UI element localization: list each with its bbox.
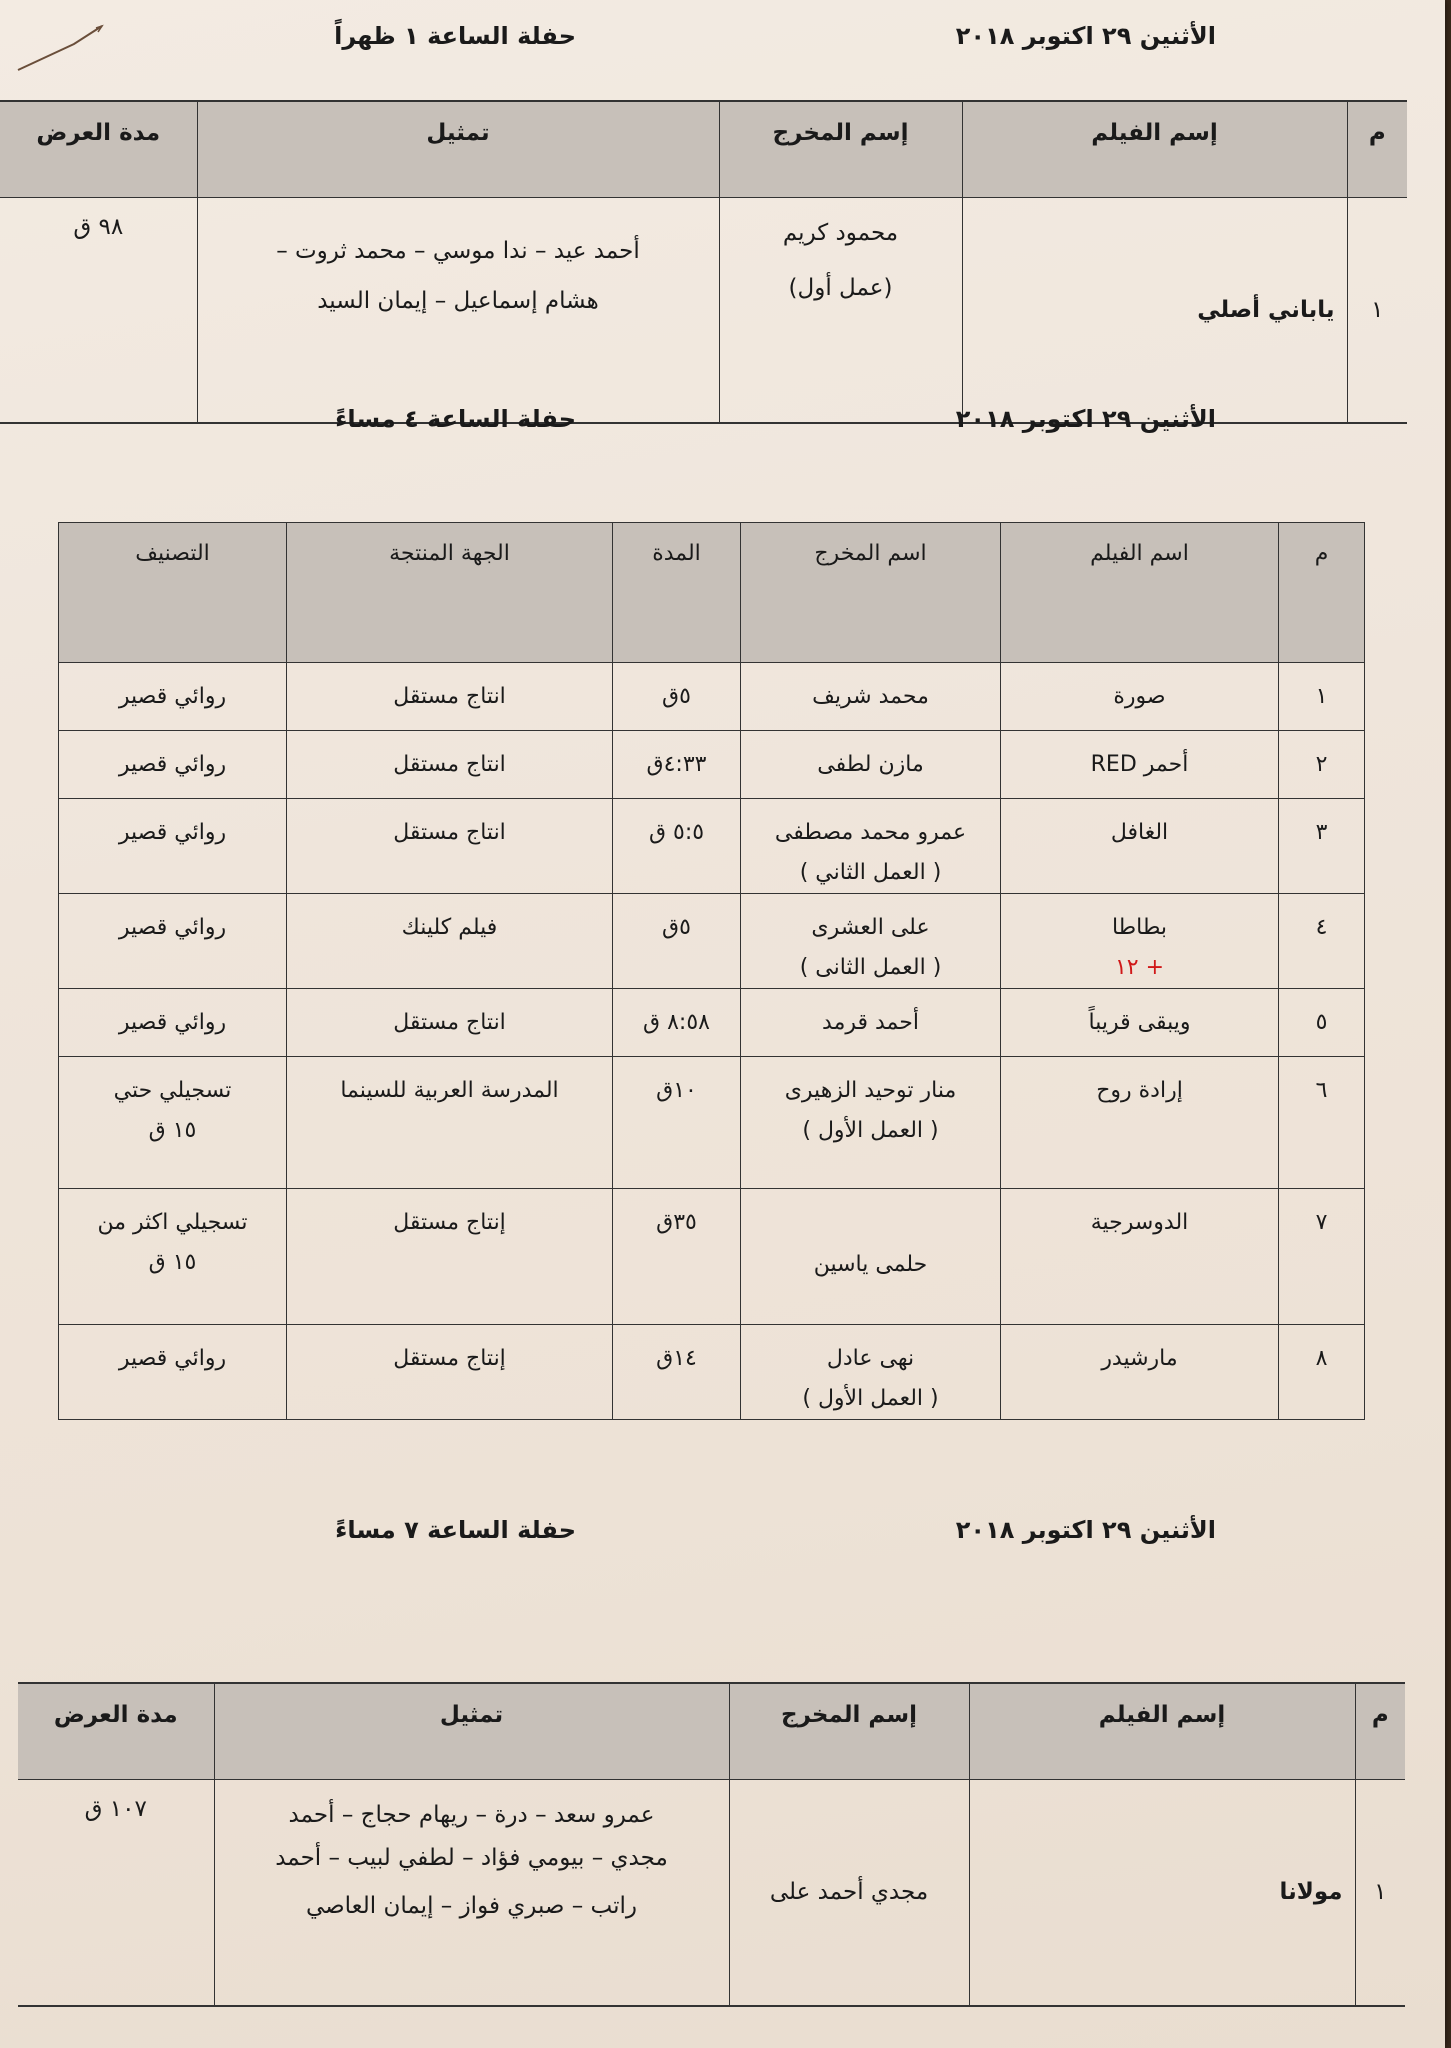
cell-duration	[613, 989, 741, 1057]
cell-num	[1279, 663, 1365, 731]
cell-producer	[287, 894, 613, 989]
col-header-director: إسم المخرج	[729, 1683, 969, 1779]
cell-film	[969, 1779, 1355, 2006]
table-row	[59, 989, 1365, 1057]
table-header-row	[59, 523, 1365, 663]
cell-film	[1001, 1325, 1279, 1420]
cell-film	[1001, 1057, 1279, 1189]
table-row	[59, 1325, 1365, 1420]
cell-producer	[287, 1325, 613, 1420]
category-label: روائي قصير	[118, 1346, 227, 1371]
cell-film	[1001, 799, 1279, 894]
cell-director	[741, 989, 1001, 1057]
category-label-line2: ١٥ ق	[148, 1118, 197, 1143]
cell-director	[741, 663, 1001, 731]
cell-director	[741, 1189, 1001, 1325]
table-row	[59, 731, 1365, 799]
cell-duration	[613, 731, 741, 799]
row-number: ٢	[1315, 752, 1328, 777]
director-name: نهى عادل	[826, 1346, 915, 1371]
session1-header	[0, 22, 1451, 62]
row-number: ١	[1315, 684, 1328, 709]
category-label: تسجيلي حتي	[113, 1078, 232, 1103]
cell-duration	[613, 1189, 741, 1325]
col-header-duration: المدة	[613, 523, 741, 663]
col-header-film: اسم الفيلم	[1001, 523, 1279, 663]
producer-name: المدرسة العربية للسينما	[340, 1078, 559, 1103]
row-number: ٣	[1315, 820, 1328, 845]
director-name: عمرو محمد مصطفى	[774, 820, 967, 845]
cell-duration	[613, 799, 741, 894]
table-row	[59, 663, 1365, 731]
category-label-line2: ١٥ ق	[148, 1250, 197, 1275]
director-name: أحمد قرمد	[822, 1010, 919, 1035]
cell-category	[59, 1057, 287, 1189]
cell-num	[1279, 894, 1365, 989]
director-name: على العشرى	[811, 915, 930, 940]
col-header-duration: مدة العرض	[18, 1683, 214, 1779]
session1-time: حفلة الساعة ١ ظهراً	[334, 22, 576, 50]
category-label: روائي قصير	[118, 684, 227, 709]
cell-num	[1279, 989, 1365, 1057]
table-row	[59, 1189, 1365, 1325]
cell-duration	[613, 663, 741, 731]
cell-category	[59, 799, 287, 894]
session3-header	[0, 1516, 1451, 1556]
session2-time: حفلة الساعة ٤ مساءً	[335, 405, 576, 433]
cast-line-1: عمرو سعد – درة – ريهام حجاج – أحمد	[288, 1801, 655, 1828]
session1-table	[0, 100, 1407, 424]
director-note: ( العمل الثانى )	[799, 955, 942, 980]
col-header-num: م	[1347, 101, 1407, 197]
producer-name: إنتاج مستقل	[393, 1346, 506, 1371]
row-number: ٤	[1315, 915, 1328, 940]
cell-producer	[287, 1189, 613, 1325]
cell-num: ١	[1355, 1779, 1405, 2006]
producer-name: انتاج مستقل	[393, 752, 506, 777]
cell-producer	[287, 1057, 613, 1189]
row-number: ٦	[1315, 1078, 1328, 1103]
director-name: منار توحيد الزهيرى	[784, 1078, 957, 1103]
table-row	[59, 799, 1365, 894]
category-label: روائي قصير	[118, 820, 227, 845]
col-header-category: التصنيف	[59, 523, 287, 663]
duration-value: ٥ق	[662, 684, 691, 709]
cell-director	[741, 1057, 1001, 1189]
row-number: ٧	[1315, 1210, 1328, 1235]
film-title: الدوسرجية	[1090, 1210, 1189, 1235]
cell-film	[1001, 663, 1279, 731]
cell-duration	[613, 1325, 741, 1420]
col-header-producer: الجهة المنتجة	[287, 523, 613, 663]
producer-name: إنتاج مستقل	[393, 1210, 506, 1235]
cell-category	[59, 1189, 287, 1325]
cell-director	[741, 894, 1001, 989]
cell-num	[1279, 1325, 1365, 1420]
film-title: مولانا	[1279, 1879, 1343, 1905]
category-label: روائي قصير	[118, 1010, 227, 1035]
col-header-director: اسم المخرج	[741, 523, 1001, 663]
col-header-num: م	[1355, 1683, 1405, 1779]
director-name: حلمى ياسين	[813, 1252, 928, 1277]
cell-film	[962, 197, 1347, 423]
cell-cast	[214, 1779, 729, 2006]
cell-category	[59, 1325, 287, 1420]
col-header-cast: تمثيل	[214, 1683, 729, 1779]
table-row	[59, 1057, 1365, 1189]
cell-category	[59, 731, 287, 799]
cell-director: مجدي أحمد على	[729, 1779, 969, 2006]
duration-value: ٥:٥ ق	[648, 820, 705, 845]
cell-duration	[613, 894, 741, 989]
producer-name: انتاج مستقل	[393, 684, 506, 709]
cast-line-2: هشام إسماعيل – إيمان السيد	[317, 287, 599, 314]
session2-table	[58, 522, 1365, 1420]
director-note: (عمل أول)	[788, 274, 893, 301]
producer-name: انتاج مستقل	[393, 820, 506, 845]
director-note: ( العمل الأول )	[802, 1118, 939, 1143]
cell-num	[1279, 799, 1365, 894]
film-title: صورة	[1113, 684, 1166, 709]
table-header-row	[0, 101, 1407, 197]
col-header-film: إسم الفيلم	[969, 1683, 1355, 1779]
cell-cast	[197, 197, 719, 423]
cell-num: ١	[1347, 197, 1407, 423]
cell-category	[59, 989, 287, 1057]
cell-num	[1279, 731, 1365, 799]
col-header-num: م	[1279, 523, 1365, 663]
cell-film	[1001, 989, 1279, 1057]
table-header-row	[18, 1683, 1405, 1779]
session2-header	[0, 405, 1451, 445]
cell-num	[1279, 1057, 1365, 1189]
row-number: ٨	[1315, 1346, 1328, 1371]
cell-film	[1001, 894, 1279, 989]
col-header-director: إسم المخرج	[719, 101, 962, 197]
col-header-cast: تمثيل	[197, 101, 719, 197]
film-title: أحمر RED	[1090, 752, 1189, 777]
col-header-duration: مدة العرض	[0, 101, 197, 197]
cell-film	[1001, 731, 1279, 799]
table-row	[0, 197, 1407, 423]
director-name: محمود كريم	[782, 219, 899, 246]
category-label: روائي قصير	[118, 752, 227, 777]
cell-duration: ٩٨ ق	[0, 197, 197, 423]
table-row	[59, 894, 1365, 989]
cell-producer	[287, 989, 613, 1057]
cell-num	[1279, 1189, 1365, 1325]
cell-category	[59, 894, 287, 989]
cell-producer	[287, 799, 613, 894]
film-title: مارشيدر	[1101, 1346, 1178, 1371]
cell-director	[719, 197, 962, 423]
table-row	[18, 1779, 1405, 2006]
director-note: ( العمل الأول )	[802, 1386, 939, 1411]
duration-value: ١٤ق	[656, 1346, 697, 1371]
duration-value: ٨:٥٨ ق	[643, 1010, 710, 1035]
producer-name: انتاج مستقل	[393, 1010, 506, 1035]
director-name: مازن لطفى	[817, 752, 924, 777]
cast-line-1: أحمد عيد – ندا موسي – محمد ثروت –	[276, 237, 640, 264]
duration-value: ١٠ق	[656, 1078, 697, 1103]
col-header-film: إسم الفيلم	[962, 101, 1347, 197]
session3-time: حفلة الساعة ٧ مساءً	[335, 1516, 576, 1544]
cell-director	[741, 731, 1001, 799]
category-label: روائي قصير	[118, 915, 227, 940]
director-note: ( العمل الثاني )	[799, 860, 942, 885]
cell-director	[741, 799, 1001, 894]
cell-duration: ١٠٧ ق	[18, 1779, 214, 2006]
age-rating-badge: + ١٢	[1114, 955, 1165, 980]
duration-value: ٤:٣٣ق	[646, 752, 707, 777]
film-title: الغافل	[1110, 820, 1169, 845]
film-title: ياباني أصلي	[1197, 296, 1335, 323]
session3-date: الأثنين ٢٩ اكتوبر ٢٠١٨	[955, 1516, 1216, 1544]
producer-name: فيلم كلينك	[401, 915, 498, 940]
cell-producer	[287, 731, 613, 799]
film-title: بطاطا	[1111, 915, 1168, 940]
cast-line-3: راتب – صبري فواز – إيمان العاصي	[305, 1892, 638, 1919]
session3-table	[18, 1682, 1405, 2007]
cell-producer	[287, 663, 613, 731]
cell-film	[1001, 1189, 1279, 1325]
session1-date: الأثنين ٢٩ اكتوبر ٢٠١٨	[955, 22, 1216, 50]
category-label: تسجيلي اكثر من	[97, 1210, 248, 1235]
cell-director	[741, 1325, 1001, 1420]
cell-duration	[613, 1057, 741, 1189]
director-name: محمد شريف	[812, 684, 929, 709]
film-title: إرادة روح	[1096, 1078, 1183, 1103]
row-number: ٥	[1315, 1010, 1328, 1035]
duration-value: ٥ق	[662, 915, 691, 940]
cast-line-2: مجدي – بيومي فؤاد – لطفي لبيب – أحمد	[275, 1844, 668, 1871]
film-title: ويبقى قريباً	[1088, 1010, 1191, 1035]
cell-category	[59, 663, 287, 731]
session2-date: الأثنين ٢٩ اكتوبر ٢٠١٨	[955, 405, 1216, 433]
duration-value: ٣٥ق	[656, 1210, 697, 1235]
